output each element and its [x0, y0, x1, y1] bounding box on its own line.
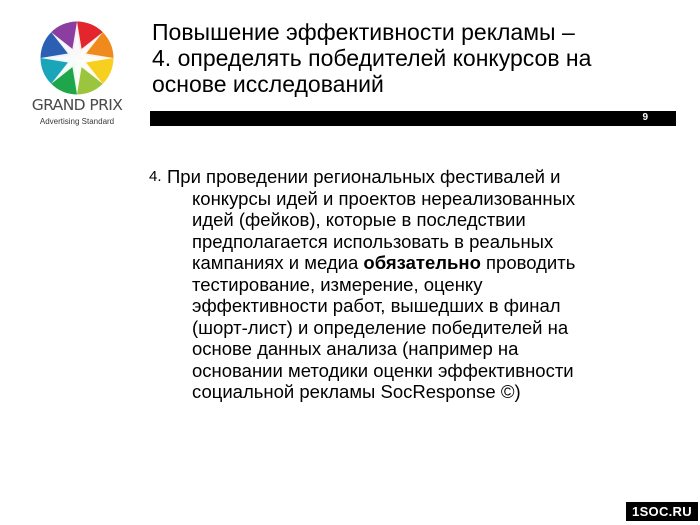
paragraph-line: социальной рекламы SocResponse ©) [192, 381, 521, 402]
logo-subtitle: Advertising Standard [39, 117, 115, 126]
paragraph-text: кампаниях и медиа [192, 252, 364, 273]
logo-name: GRAND PRIX [31, 96, 123, 114]
paragraph-line: идей (фейков), которые в последствии [192, 209, 526, 230]
item-number: 4. [149, 168, 162, 185]
paragraph-line: основе данных анализа (например на [192, 338, 519, 359]
title-divider-bar [150, 111, 676, 126]
item-paragraph [167, 166, 669, 403]
star-logo-icon [39, 20, 115, 96]
paragraph-line: тестирование, измерение, оценку [192, 273, 483, 295]
watermark-badge: 1SOC.RU [626, 502, 698, 521]
grand-prix-logo [18, 20, 136, 130]
paragraph-line [167, 252, 669, 274]
paragraph-line: эффективности работ, вышедших в финал [192, 295, 561, 316]
paragraph-line: предполагается использовать в реальных [192, 230, 554, 252]
body-text [149, 166, 669, 403]
paragraph-line: (шорт-лист) и определение победителей на [192, 316, 569, 338]
slide-title [152, 19, 682, 97]
paragraph-line: При проведении региональных фестивалей и [167, 166, 561, 187]
page-number: 9 [642, 112, 648, 123]
title-line: 4. определять победителей конкурсов на [152, 45, 592, 71]
title-line: Повышение эффективности рекламы – [152, 19, 575, 45]
emphasis-text: обязательно [363, 252, 481, 273]
paragraph-line: основании методики оценки эффективности [192, 359, 574, 381]
paragraph-line: конкурсы идей и проектов нереализованных [192, 187, 576, 209]
paragraph-text: проводить [480, 252, 576, 273]
title-line: основе исследований [152, 71, 384, 97]
